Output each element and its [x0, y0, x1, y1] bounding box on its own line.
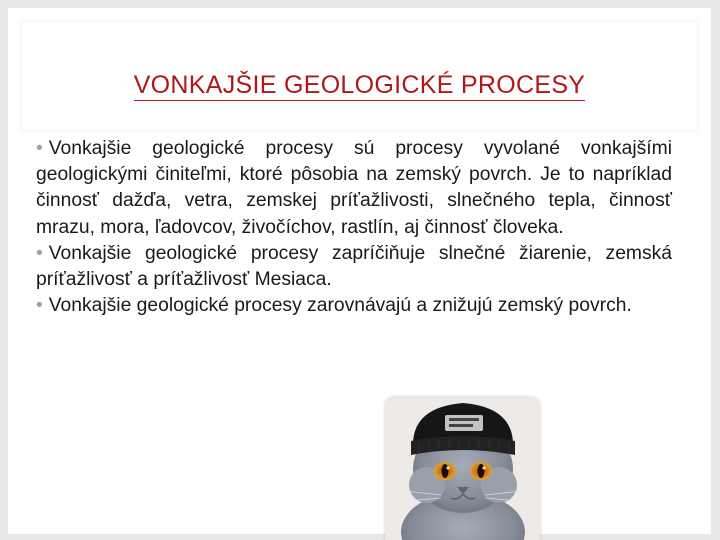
bullet-icon: • [36, 295, 43, 317]
paragraph-text: Vonkajšie geologické procesy zapríčiňuje slnečné žiarenie, zemská príťažlivosť a príťažlivosť Mesiaca. [36, 242, 672, 291]
slide-title [22, 71, 697, 100]
slide-title-text: VONKAJŠIE GEOLOGICKÉ PROCESY [133, 71, 586, 99]
paragraph-text: Vonkajšie geologické procesy sú procesy vyvolané vonkajšími geologickými činiteľmi, ktoré pôsobia na zemský povrch. Je to napríklad činnosť dažďa, vetra, zemskej príťažlivosti, slnečného tepla, činnosť mrazu, mora, ľadovcov, živočíchov, rastlín, aj činnosť človeka. [36, 138, 672, 238]
cat-photo [385, 397, 540, 540]
slide-body [36, 136, 672, 319]
title-box [22, 22, 697, 130]
bullet-paragraph-1 [36, 136, 672, 241]
bullet-paragraph-3 [36, 293, 672, 319]
paragraph-text: Vonkajšie geologické procesy zarovnávajú a znižujú zemský povrch. [48, 295, 632, 317]
bullet-paragraph-2 [36, 241, 672, 293]
bullet-icon: • [36, 138, 43, 159]
cat-in-beanie-icon [385, 397, 540, 540]
bullet-icon: • [36, 242, 43, 264]
